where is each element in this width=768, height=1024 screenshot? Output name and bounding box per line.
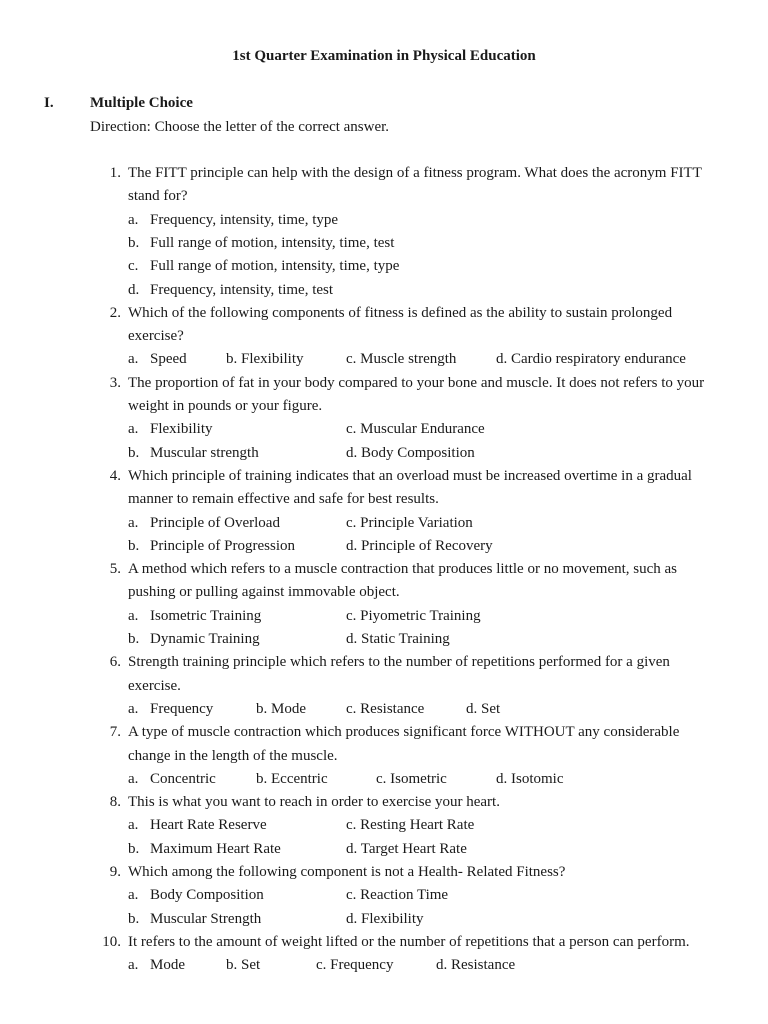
question-text: Strength training principle which refers to the number of repetitions performed for a given [128, 654, 670, 671]
section-number: I. [44, 95, 54, 111]
choice-text: b. Eccentric [256, 770, 328, 787]
choice-letter: b. [128, 537, 140, 554]
choice-letter: b. [128, 910, 140, 927]
question-number: 10. [102, 933, 121, 950]
question-number: 4. [109, 467, 121, 484]
question-text: A type of muscle contraction which produces significant force WITHOUT any considerable [128, 724, 680, 741]
choice-text: Frequency, intensity, time, type [150, 211, 339, 228]
question-text: It refers to the amount of weight lifted or the number of repetitions that a person can perform. [128, 933, 690, 950]
question-text: manner to remain effective and safe for best results. [128, 491, 439, 508]
question-number: 2. [109, 304, 121, 321]
choice-text: Principle of Progression [150, 537, 295, 554]
choice-text: Principle of Overload [150, 514, 280, 531]
choice-text: b. Mode [256, 700, 306, 717]
choice-letter: a. [128, 770, 139, 787]
question-text: Which principle of training indicates that an overload must be increased overtime in a gradual [128, 467, 692, 484]
choice-text: c. Resting Heart Rate [346, 817, 475, 834]
choice-letter: a. [128, 421, 139, 438]
choice-text: Heart Rate Reserve [150, 817, 267, 834]
choice-letter: a. [128, 351, 139, 368]
choice-letter: c. [128, 258, 139, 275]
choice-letter: a. [128, 514, 139, 531]
choice-text: Full range of motion, intensity, time, test [150, 234, 395, 251]
choice-text: c. Piyometric Training [346, 607, 481, 624]
choice-letter: a. [128, 887, 139, 904]
choice-text: d. Body Composition [346, 444, 475, 461]
choice-text: b. Flexibility [226, 351, 304, 368]
question-number: 6. [109, 654, 121, 671]
question-text: exercise? [128, 328, 184, 345]
question-text: stand for? [128, 188, 188, 205]
choice-text: c. Reaction Time [346, 887, 449, 904]
choice-letter: b. [128, 234, 140, 251]
choice-text: c. Muscular Endurance [346, 421, 485, 438]
choice-text: c. Resistance [346, 700, 425, 717]
question-number: 5. [109, 561, 121, 578]
choice-text: Isometric Training [150, 607, 262, 624]
choice-letter: a. [128, 817, 139, 834]
choice-text: Muscular Strength [150, 910, 262, 927]
section-title: Multiple Choice [90, 95, 193, 111]
choice-text: d. Cardio respiratory endurance [496, 351, 686, 368]
choice-text: c. Principle Variation [346, 514, 473, 531]
choice-letter: a. [128, 211, 139, 228]
question-text: Which among the following component is not a Health- Related Fitness? [128, 864, 566, 880]
choice-text: Maximum Heart Rate [150, 840, 281, 857]
choice-text: Muscular strength [150, 444, 259, 461]
question-number: 3. [109, 374, 121, 391]
choice-letter: a. [128, 957, 139, 974]
choice-letter: d. [128, 281, 140, 298]
choice-text: Full range of motion, intensity, time, type [150, 258, 400, 275]
choice-text: d. Static Training [346, 631, 450, 647]
choice-text: b. Set [226, 957, 261, 974]
choice-text: d. Set [466, 700, 501, 717]
choice-text: Frequency [150, 700, 214, 717]
question-text: The proportion of fat in your body compared to your bone and muscle. It does not refers to your [128, 374, 705, 391]
choice-text: c. Isometric [376, 770, 447, 787]
choice-letter: b. [128, 631, 140, 647]
choice-text: Speed [150, 351, 187, 368]
choice-text: c. Frequency [316, 957, 394, 974]
question-number: 7. [109, 724, 121, 741]
choice-text: d. Isotomic [496, 770, 564, 787]
question-text: pushing or pulling against immovable object. [128, 584, 400, 601]
question-text: A method which refers to a muscle contraction that produces little or no movement, such as [128, 561, 678, 578]
exam-title: 1st Quarter Examination in Physical Education [232, 48, 536, 64]
question-text: weight in pounds or your figure. [128, 398, 323, 414]
choice-text: Dynamic Training [150, 631, 260, 647]
choice-letter: a. [128, 700, 139, 717]
question-number: 8. [109, 794, 121, 811]
choice-text: d. Principle of Recovery [346, 537, 493, 554]
choice-text: Frequency, intensity, time, test [150, 281, 334, 298]
choice-letter: b. [128, 840, 140, 857]
choice-letter: a. [128, 607, 139, 624]
choice-text: c. Muscle strength [346, 351, 457, 368]
question-text: Which of the following components of fitness is defined as the ability to sustain prolonged [128, 304, 673, 321]
choice-text: Mode [150, 957, 185, 974]
choice-text: d. Target Heart Rate [346, 840, 467, 857]
choice-text: Body Composition [150, 887, 264, 904]
choice-text: Concentric [150, 770, 216, 787]
question-text: exercise. [128, 677, 181, 694]
choice-letter: b. [128, 444, 140, 461]
question-number: 1. [109, 165, 121, 181]
choice-text: d. Resistance [436, 957, 516, 974]
question-number: 9. [109, 864, 121, 880]
question-text: The FITT principle can help with the design of a fitness program. What does the acronym FITT [128, 165, 702, 181]
choice-text: Flexibility [150, 421, 213, 438]
choice-text: d. Flexibility [346, 910, 424, 927]
section-direction: Direction: Choose the letter of the correct answer. [90, 119, 390, 135]
question-text: This is what you want to reach in order to exercise your heart. [128, 794, 500, 811]
question-text: change in the length of the muscle. [128, 747, 338, 764]
